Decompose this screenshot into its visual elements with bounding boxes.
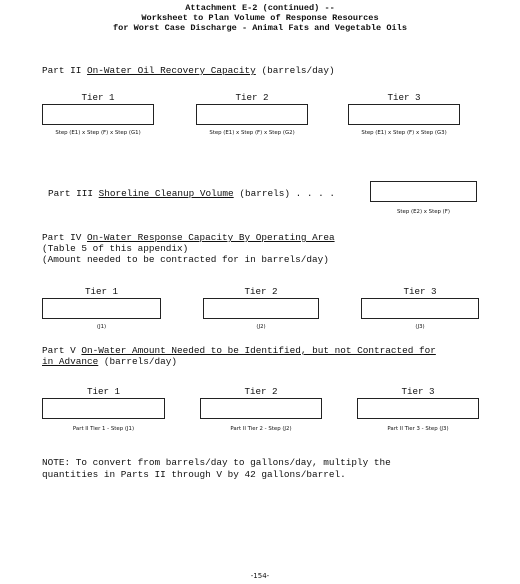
part4-note-2: (Amount needed to be contracted for in barrels/day) <box>42 254 329 265</box>
part3-title: Shoreline Cleanup Volume <box>98 188 234 199</box>
part4-title: On-Water Response Capacity By Operating Area <box>87 232 335 243</box>
part4-prefix: Part IV <box>42 232 82 243</box>
header-line-1: Attachment E-2 (continued) -- <box>185 3 335 13</box>
part5-tier2-caption: Part II Tier 2 - Step (J2) <box>230 426 292 432</box>
part3-leader-dots: . . . . <box>295 188 335 199</box>
part2-tier2-caption: Step (E1) x Step (F) x Step (G2) <box>209 130 295 136</box>
part5-title-line-2: in Advance <box>42 356 99 367</box>
part4-note-1: (Table 5 of this appendix) <box>42 243 189 254</box>
page-number: -154- <box>250 572 270 580</box>
part5-tier1-field[interactable] <box>42 398 165 419</box>
part2-tier2-label: Tier 2 <box>235 92 269 103</box>
part4-tier1-caption: (J1) <box>96 324 107 330</box>
part5-tier2-field[interactable] <box>200 398 322 419</box>
part3-unit: (barrels) <box>239 188 290 199</box>
part5-unit: (barrels/day) <box>103 356 178 367</box>
part4-tier1-field[interactable] <box>42 298 161 319</box>
note-line-2: quantities in Parts II through V by 42 gallons/barrel. <box>42 469 346 480</box>
part5-tier3-field[interactable] <box>357 398 479 419</box>
part5-tier3-label: Tier 3 <box>401 386 435 397</box>
header-line-2: Worksheet to Plan Volume of Response Resources <box>141 13 379 23</box>
part5-heading <box>42 345 436 356</box>
part4-tier3-label: Tier 3 <box>403 286 437 297</box>
part4-tier2-field[interactable] <box>203 298 319 319</box>
part5-tier1-label: Tier 1 <box>86 386 121 397</box>
header-line-3: for Worst Case Discharge - Animal Fats and Vegetable Oils <box>113 23 407 33</box>
part2-tier3-caption: Step (E1) x Step (F) x Step (G3) <box>361 130 447 136</box>
note-line-1: NOTE: To convert from barrels/day to gallons/day, multiply the <box>42 457 391 468</box>
part2-tier3-label: Tier 3 <box>387 92 421 103</box>
part4-tier3-field[interactable] <box>361 298 479 319</box>
part4-tier3-caption: (J3) <box>415 324 425 330</box>
part3-field[interactable] <box>370 181 477 202</box>
part3-prefix: Part III <box>48 188 94 199</box>
part4-heading <box>42 232 335 243</box>
part4-tier2-caption: (J2) <box>256 324 266 330</box>
part2-prefix: Part II <box>42 65 82 76</box>
part2-unit: (barrels/day) <box>261 65 335 76</box>
part2-title: On-Water Oil Recovery Capacity <box>87 65 256 76</box>
part5-title-line-1: On-Water Amount Needed to be Identified, but not Contracted for <box>81 345 436 356</box>
part5-prefix: Part V <box>42 345 76 356</box>
part2-tier2-field[interactable] <box>196 104 308 125</box>
part3-caption: Step (E2) x Step (F) <box>397 209 450 215</box>
part5-heading-line-2 <box>42 356 177 367</box>
part2-tier1-caption: Step (E1) x Step (F) x Step (G1) <box>55 130 141 136</box>
part2-tier3-field[interactable] <box>348 104 460 125</box>
part5-tier2-label: Tier 2 <box>244 386 278 397</box>
part5-tier3-caption: Part II Tier 3 - Step (J3) <box>387 426 449 432</box>
part4-tier2-label: Tier 2 <box>244 286 278 297</box>
part2-heading <box>42 65 335 76</box>
part2-tier1-field[interactable] <box>42 104 154 125</box>
part4-tier1-label: Tier 1 <box>84 286 119 297</box>
part2-tier1-label: Tier 1 <box>81 92 115 103</box>
part5-tier1-caption: Part II Tier 1 - Step (J1) <box>72 426 135 432</box>
part3-heading <box>48 188 335 199</box>
